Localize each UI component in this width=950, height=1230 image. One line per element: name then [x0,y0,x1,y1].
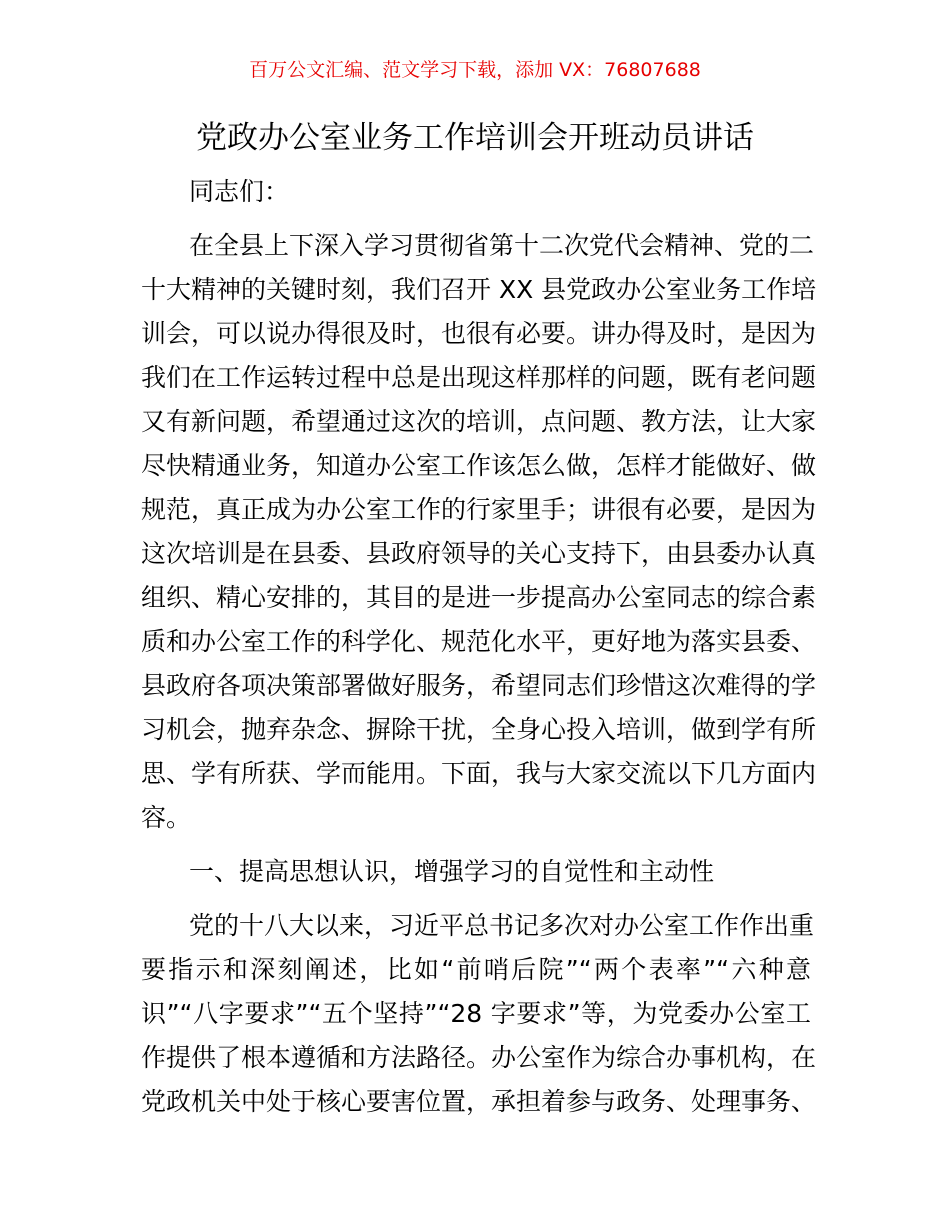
paragraph-line: 要指示和深刻阐述，比如“前哨后院”“两个表率”“六种意 [141,955,811,984]
paragraph-line: 又有新问题，希望通过这次的培训，点问题、教方法，让大家 [141,407,817,436]
document-title: 党政办公室业务工作培训会开班动员讲话 [196,120,754,156]
paragraph-line: 尽快精通业务，知道办公室工作该怎么做，怎样才能做好、做 [141,451,817,480]
paragraph-line: 训会，可以说办得很及时，也很有必要。讲办得及时，是因为 [141,319,817,348]
paragraph-line: 容。 [141,803,192,832]
paragraph-line: 在全县上下深入学习贯彻省第十二次党代会精神、党的二 [189,231,815,260]
header-banner: 百万公文汇编、范文学习下载，添加 VX：76807688 [249,59,701,81]
paragraph-line: 作提供了根本遵循和方法路径。办公室作为综合办事机构，在 [141,1043,817,1072]
paragraph-line: 我们在工作运转过程中总是出现这样那样的问题，既有老问题 [141,363,817,392]
paragraph-line: 识”“八字要求”“五个坚持”“28 字要求”等，为党委办公室工 [141,999,811,1028]
paragraph-line: 县政府各项决策部署做好服务，希望同志们珍惜这次难得的学 [141,671,817,700]
paragraph-line: 质和办公室工作的科学化、规范化水平，更好地为落实县委、 [141,627,817,656]
section-heading: 一、提高思想认识，增强学习的自觉性和主动性 [189,857,715,886]
paragraph-line: 这次培训是在县委、县政府领导的关心支持下，由县委办认真 [141,539,817,568]
salutation: 同志们： [189,177,290,206]
paragraph-line: 组织、精心安排的，其目的是进一步提高办公室同志的综合素 [141,583,817,612]
paragraph-line: 十大精神的关键时刻，我们召开 XX 县党政办公室业务工作培 [141,275,817,304]
paragraph-line: 党的十八大以来，习近平总书记多次对办公室工作作出重 [189,911,815,940]
paragraph-line: 习机会，抛弃杂念、摒除干扰，全身心投入培训，做到学有所 [141,715,817,744]
paragraph-line: 党政机关中处于核心要害位置，承担着参与政务、处理事务、 [141,1087,817,1116]
paragraph-line: 思、学有所获、学而能用。下面，我与大家交流以下几方面内 [141,759,817,788]
paragraph-line: 规范，真正成为办公室工作的行家里手；讲很有必要，是因为 [141,495,817,524]
